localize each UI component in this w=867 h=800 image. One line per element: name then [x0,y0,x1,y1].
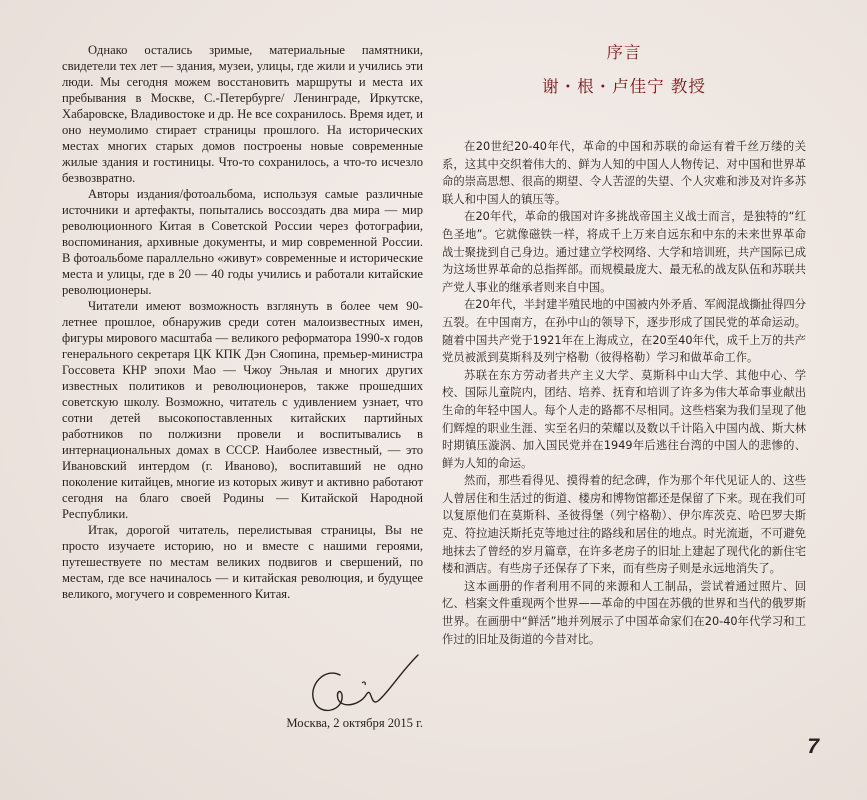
place-and-date: Москва, 2 октября 2015 г. [286,716,423,730]
ru-paragraph-2: Авторы издания/фотоальбома, используя самые различные источники и артефакты, попытались воссоздать два мира — мир революционного Китая в Советской России через фотографии, воспоминания, архивные документы, и мир современной России. В фотоальбоме параллельно «живут» современные и исторические места и улицы, где в 20 — 40 годы учились и работали китайские революционеры. [62,187,423,297]
author-signature [300,645,430,725]
chinese-text-column [442,42,806,648]
cn-paragraph-1: 在20世纪20-40年代，革命的中国和苏联的命运有着千丝万缕的关系，这其中交织着伟大的、鲜为人知的中国人人物传记、对中国和世界革命的崇高思想、很高的期望、令人苦涩的失望、个人灾难和涉及对许多苏联人和中国人的镇压等。 [442,140,806,206]
preface-author: 谢・根・卢佳宁 教授 [542,77,706,96]
cn-paragraph-4: 苏联在东方劳动者共产主义大学、莫斯科中山大学、其他中心、学校、国际儿童院内，团结、培养、抚育和培训了许多为伟大革命事业献出生命的年轻中国人。每个人走的路都不尽相同。这些档案为我们呈现了他们辉煌的职业生涯、实至名归的荣耀以及数以千计陷入中国内战、斯大林时期镇压漩涡、加入国民党并在1949年后逃往台湾的中国人的悲惨的、鲜为人知的命运。 [442,368,806,470]
russian-text-column [62,42,423,602]
preface-title: 序言 [606,43,642,62]
ru-paragraph-4: Итак, дорогой читатель, перелистывая страницы, Вы не просто изучаете историю, но и вместе с нашими героями, путешествуете по местам великих подвигов и свершений, по местам, где все начиналось — и китайская революция, и будущее великого, могучего и современного Китая. [62,523,423,601]
cn-paragraph-6: 这本画册的作者利用不同的来源和人工制品，尝试着通过照片、回忆、档案文件重现两个世界——革命的中国在苏俄的世界和当代的俄罗斯世界。在画册中“鲜活”地并列展示了中国革命家们在20-40年代学习和工作过的旧址及街道的今昔对比。 [442,579,806,646]
chinese-body [442,138,806,648]
cn-paragraph-2: 在20年代，革命的俄国对许多挑战帝国主义战士而言，是独特的“红色圣地”。它就像磁铁一样，将成千上万来自远东和中东的未来世界革命战士聚拢到自己身边。通过建立学校网络、大学和培训班，共产国际已成为这场世界革命的总指挥部。而规模最庞大、最无私的战友队伍和苏联共产党人事业的继承者则来自中国。 [442,210,806,294]
page-number: 7 [807,735,819,758]
cn-paragraph-3: 在20年代，半封建半殖民地的中国被内外矛盾、军阀混战撕扯得四分五裂。在中国南方，在孙中山的领导下，逐步形成了国民党的革命运动。随着中国共产党于1921年在上海成立，在20至40年代，成千上万的共产党员被派到莫斯科及列宁格勒（彼得格勒）学习和做革命工作。 [442,298,806,365]
ru-paragraph-1: Однако остались зримые, материальные памятники, свидетели тех лет — здания, музеи, улицы, где жили и учились эти люди. Мы сегодня можем восстановить маршруты и места их пребывания в Москве, С.-Петербурге/ Ленинграде, Иркутске, Хабаровске, Владивостоке и др. Не все сохранилось. Время идет, и оно неумолимо стирает страницы прошлого. На исторических местах многих старых домов построены новые современные жилые здания и гостиницы. Что-то сохранилось, а что-то исчезло безвозвратно. [62,43,423,185]
preface-heading [442,42,806,98]
signature-drawing [300,645,430,725]
cn-paragraph-5: 然而，那些看得见、摸得着的纪念碑，作为那个年代见证人的、这些人曾居住和生活过的街道、楼房和博物馆都还是保留了下来。现在我们可以复原他们在莫斯科、圣彼得堡（列宁格勒）、伊尔库茨克、哈巴罗夫斯克、符拉迪沃斯托克等地过往的路线和居住的地点。时光流逝，不可避免地抹去了曾经的岁月篇章，在许多老房子的旧址上建起了现代化的新住宅楼和酒店。有些房子还保存了下来，而有些房子则是永远地消失了。 [442,474,806,576]
ru-paragraph-3: Читатели имеют возможность взглянуть в более чем 90-летнее прошлое, обнаружив среди сотен малоизвестных имен, фигуры мирового масштаба — великого реформатора 1990-х годов генерального секретаря ЦК КПК Дэн Сяопина, премьер-министра Госсовета КНР эпохи Мао — Чжоу Эньлая и многих других известных политиков и революционеров, также прошедших советскую школу. Возможно, читатель с удивлением узнает, что сотни детей высокопоставленных китайских партийных работников по полжизни провели и воспитывались в интернациональных домах в СССР. Наиболее известный, — это Ивановский интердом (г. Иваново), воспитавший не одно поколение китайцев, многие из которых живут и активно работают сегодня на благо своей Родины — Китайской Народной Республики. [62,299,423,521]
